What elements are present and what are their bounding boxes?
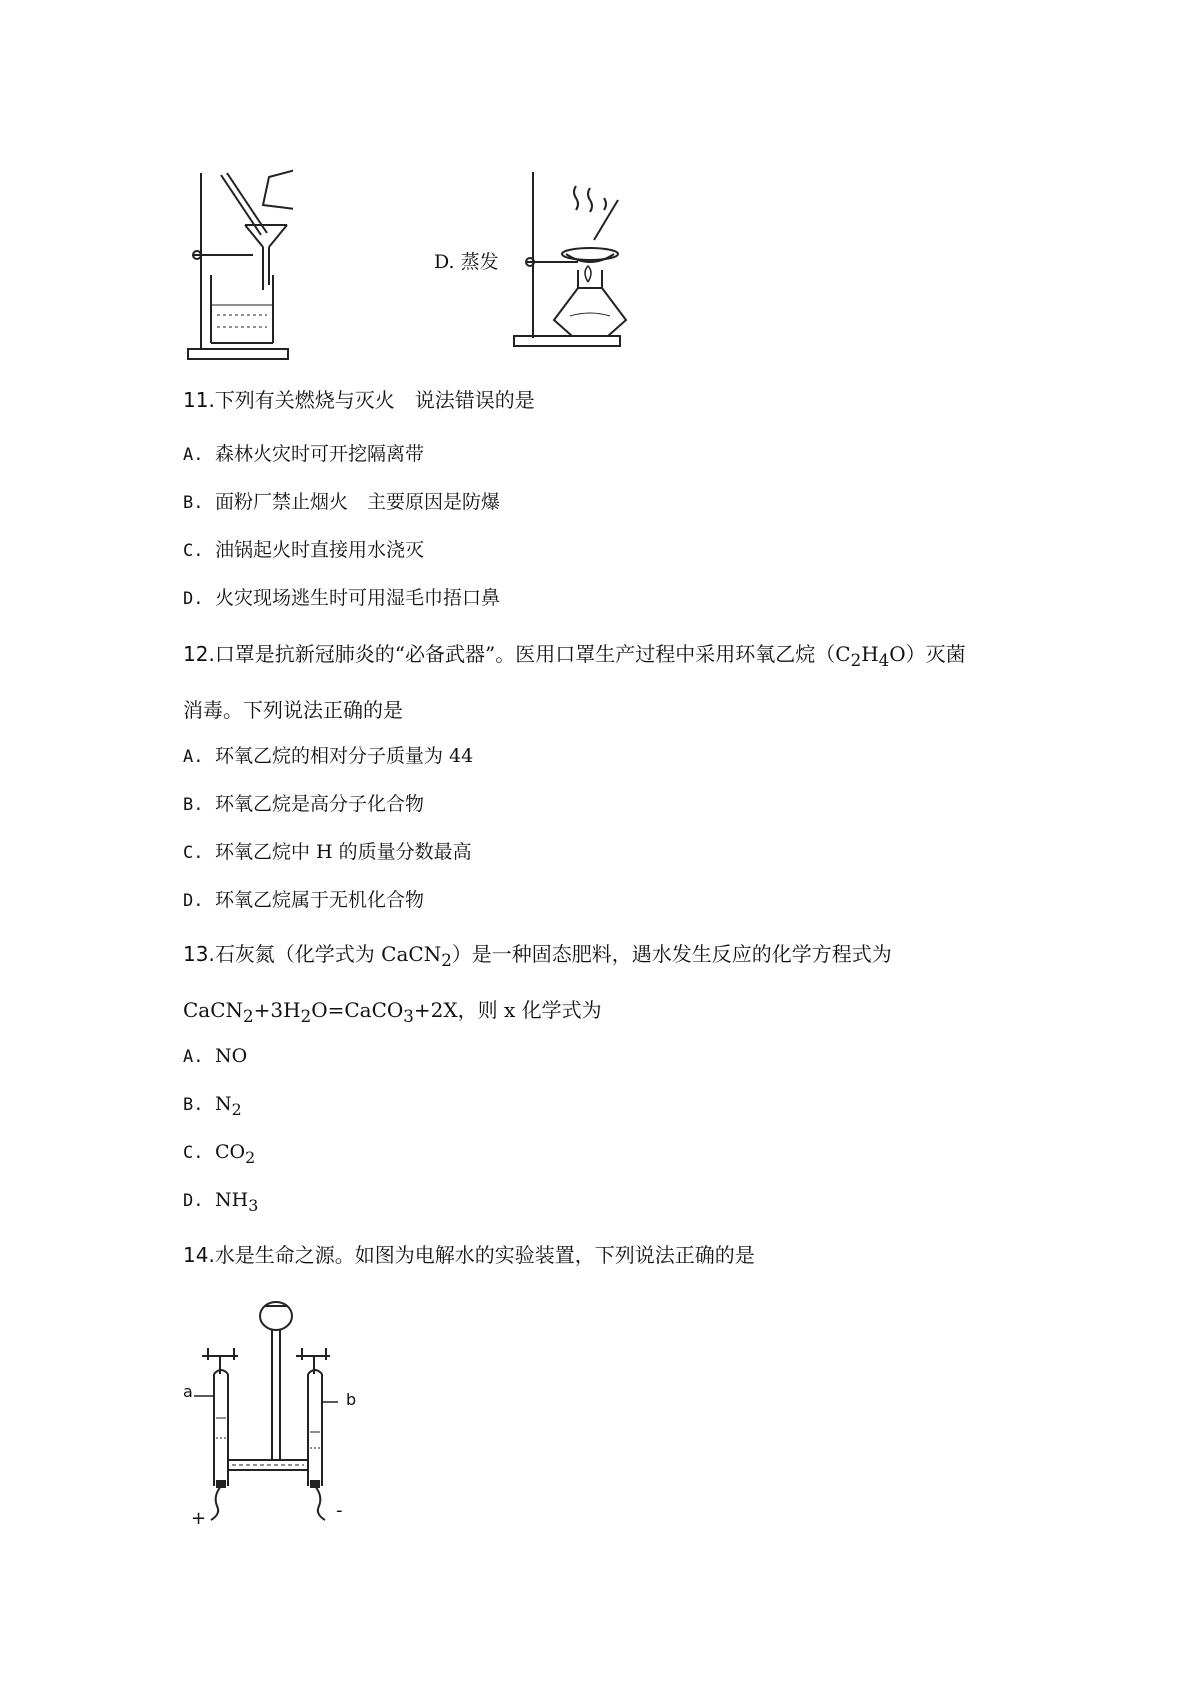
question-13-equation: [183, 998, 602, 1029]
option-letter: C.: [183, 541, 204, 561]
question-text: 消毒。下列说法正确的是: [183, 698, 403, 722]
subscript: 3: [248, 1195, 259, 1215]
q13-option-c[interactable]: [183, 1140, 255, 1170]
option-text: 面粉厂禁止烟火 主要原因是防爆: [215, 491, 501, 513]
subscript: 2: [850, 651, 862, 670]
q13-option-b[interactable]: [183, 1092, 242, 1122]
q12-option-a[interactable]: [183, 744, 473, 769]
q13-option-d[interactable]: [183, 1188, 258, 1218]
option-letter: C.: [183, 1143, 204, 1163]
option-text: 环氧乙烷的相对分子质量为 44: [215, 745, 474, 767]
tube-label-b: b: [346, 1390, 357, 1409]
option-d-label: D. 蒸发: [434, 251, 499, 273]
option-letter: A.: [183, 1047, 204, 1067]
evaporation-apparatus-figure: [508, 170, 628, 350]
option-text: 森林火灾时可开挖隔离带: [215, 443, 425, 465]
question-number: 13.: [183, 942, 215, 966]
option-text: NH: [215, 1189, 249, 1211]
option-letter: B.: [183, 493, 204, 513]
question-12-stem-line2: [183, 698, 403, 722]
subscript: 2: [441, 951, 452, 970]
question-13-stem: [183, 942, 892, 973]
electrode-negative-label: -: [336, 1500, 343, 1521]
option-text: CO: [215, 1141, 246, 1163]
q11-option-b[interactable]: [183, 490, 500, 515]
option-text: N: [215, 1093, 232, 1115]
question-number: 14.: [183, 1243, 215, 1267]
option-text: 火灾现场逃生时可用湿毛巾捂口鼻: [215, 587, 501, 609]
option-text: NO: [215, 1045, 248, 1067]
equation-part: CaCN: [183, 998, 244, 1022]
option-letter: D.: [183, 1191, 204, 1211]
formula-part: H: [861, 642, 879, 666]
option-letter: D.: [183, 891, 204, 911]
option-text: 环氧乙烷是高分子化合物: [215, 793, 425, 815]
question-text: ）是一种固态肥料，遇水发生反应的化学方程式为: [451, 942, 892, 966]
question-text: 石灰氮（化学式为 CaCN: [214, 942, 442, 966]
filtration-apparatus-figure: [183, 165, 293, 361]
q13-option-a[interactable]: [183, 1044, 247, 1074]
equation-part: O=CaCO: [311, 998, 404, 1022]
option-letter: C.: [183, 843, 204, 863]
q11-option-a[interactable]: [183, 442, 424, 467]
option-letter: B.: [183, 1095, 204, 1115]
q12-option-d[interactable]: [183, 888, 424, 913]
equation-part: +3H: [253, 998, 301, 1022]
option-letter: B.: [183, 795, 204, 815]
electrolysis-apparatus-figure: [180, 1298, 380, 1530]
option-text: 油锅起火时直接用水浇灭: [215, 539, 425, 561]
option-letter: A.: [183, 445, 204, 465]
tube-label-a: a: [183, 1382, 193, 1401]
option-text: 环氧乙烷属于无机化合物: [215, 889, 425, 911]
q11-option-c[interactable]: [183, 538, 424, 563]
question-text: 下列有关燃烧与灭火 说法错误的是: [214, 388, 535, 412]
subscript: 2: [243, 1007, 254, 1026]
q12-option-b[interactable]: [183, 792, 424, 817]
question-text: 水是生命之源。如图为电解水的实验装置，下列说法正确的是: [214, 1243, 755, 1267]
electrode-positive-label: +: [191, 1508, 207, 1529]
equation-part: +2X，则 x 化学式为: [413, 998, 602, 1022]
subscript: 2: [245, 1147, 256, 1167]
q11-option-d[interactable]: [183, 586, 500, 611]
question-text: O）灭菌: [889, 642, 966, 666]
subscript: 2: [231, 1099, 242, 1119]
option-letter: A.: [183, 747, 204, 767]
question-11-stem: [183, 388, 535, 412]
option-letter: D.: [183, 589, 204, 609]
question-14-stem: [183, 1243, 755, 1267]
subscript: 3: [403, 1007, 414, 1026]
option-text: 环氧乙烷中 H 的质量分数最高: [215, 841, 472, 863]
subscript: 2: [300, 1007, 312, 1026]
question-12-stem: [183, 642, 966, 673]
question-number: 11.: [183, 388, 215, 412]
q12-option-c[interactable]: [183, 840, 472, 865]
subscript: 4: [878, 651, 890, 670]
question-number: 12.: [183, 642, 215, 666]
question-text: 口罩是抗新冠肺炎的“必备武器”。医用口罩生产过程中采用环氧乙烷（C: [214, 642, 851, 666]
